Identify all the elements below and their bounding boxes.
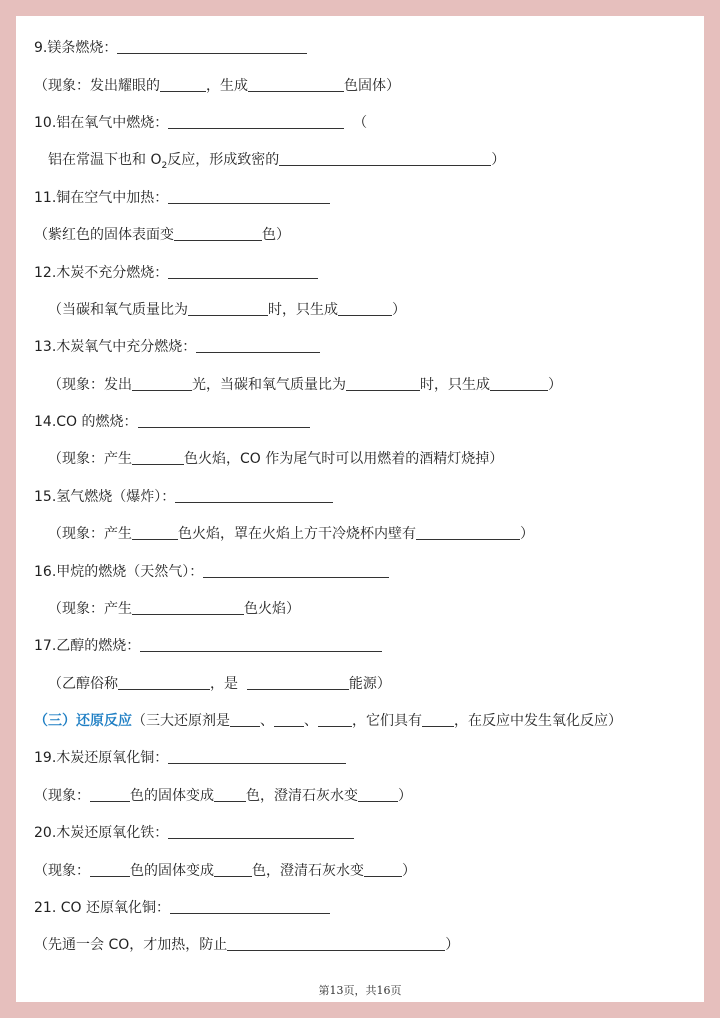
text: ，是 — [210, 676, 238, 692]
text: ） — [402, 863, 416, 879]
text: 10.铝在氧气中燃烧： — [34, 115, 169, 131]
text: 铝在常温下也和 O — [48, 152, 162, 168]
answer-blank[interactable] — [132, 525, 178, 540]
text: ） — [520, 526, 534, 542]
text: （现象： — [34, 788, 90, 804]
text: ，在反应中发生氧化反应） — [454, 713, 622, 729]
text: 15.氢气燃烧（爆炸）： — [34, 489, 176, 505]
text: 时，只生成 — [420, 377, 490, 393]
text: （紫红色的固体表面变 — [34, 227, 174, 243]
item-11 — [34, 188, 330, 208]
text: 能源） — [348, 676, 391, 692]
answer-blank[interactable] — [274, 712, 304, 727]
text: 色，澄清石灰水变 — [252, 863, 364, 879]
answer-blank[interactable] — [174, 226, 262, 241]
item-9-phenomenon — [34, 76, 400, 96]
item-13-phenomenon — [48, 375, 562, 395]
answer-blank[interactable] — [248, 77, 344, 92]
answer-blank[interactable] — [416, 525, 520, 540]
text: 色） — [262, 227, 290, 243]
text: 11.铜在空气中加热： — [34, 190, 169, 206]
text: （现象：产生 — [48, 451, 132, 467]
text: ） — [398, 788, 412, 804]
text: 色火焰，罩在火焰上方干冷烧杯内壁有 — [178, 526, 416, 542]
answer-blank[interactable] — [279, 151, 491, 166]
text: 12.木炭不充分燃烧： — [34, 265, 169, 281]
section-reduction — [34, 711, 622, 731]
item-15-phenomenon — [48, 524, 534, 544]
answer-blank[interactable] — [196, 338, 320, 353]
text: 、 — [304, 713, 318, 729]
answer-blank[interactable] — [227, 936, 445, 951]
answer-blank[interactable] — [346, 376, 420, 391]
item-21-note — [34, 935, 459, 955]
answer-blank[interactable] — [338, 301, 392, 316]
text: ） — [392, 302, 406, 318]
item-11-note — [34, 225, 290, 245]
answer-blank[interactable] — [422, 712, 454, 727]
answer-blank[interactable] — [168, 749, 346, 764]
text: 13.木炭氧气中充分燃烧： — [34, 339, 197, 355]
item-19 — [34, 748, 346, 768]
text: （先通一会 CO，才加热，防止 — [34, 937, 228, 953]
answer-blank[interactable] — [170, 899, 330, 914]
answer-blank[interactable] — [117, 39, 307, 54]
answer-blank[interactable] — [168, 264, 318, 279]
answer-blank[interactable] — [188, 301, 268, 316]
text: 色，澄清石灰水变 — [246, 788, 358, 804]
answer-blank[interactable] — [247, 675, 349, 690]
answer-blank[interactable] — [132, 450, 184, 465]
item-16 — [34, 562, 389, 582]
item-12-note — [48, 300, 406, 320]
item-15 — [34, 487, 333, 507]
text: 14.CO 的燃烧： — [34, 414, 138, 430]
text: （现象： — [34, 863, 90, 879]
answer-blank[interactable] — [175, 488, 333, 503]
text: 、 — [260, 713, 274, 729]
item-14 — [34, 412, 310, 432]
text: 19.木炭还原氧化铜： — [34, 750, 169, 766]
answer-blank[interactable] — [168, 114, 344, 129]
answer-blank[interactable] — [230, 712, 260, 727]
answer-blank[interactable] — [203, 563, 389, 578]
item-13 — [34, 337, 320, 357]
answer-blank[interactable] — [168, 824, 354, 839]
item-17 — [34, 636, 382, 656]
answer-blank[interactable] — [90, 787, 130, 802]
text: ） — [491, 152, 506, 168]
answer-blank[interactable] — [214, 862, 252, 877]
answer-blank[interactable] — [168, 189, 330, 204]
text: ，生成 — [206, 78, 248, 94]
item-10 — [34, 113, 367, 133]
text: ） — [548, 377, 562, 393]
subscript: 2 — [161, 160, 168, 171]
answer-blank[interactable] — [490, 376, 548, 391]
text: 光，当碳和氧气质量比为 — [192, 377, 346, 393]
item-19-phenomenon — [34, 786, 412, 806]
item-9 — [34, 38, 307, 58]
text: 17.乙醇的燃烧： — [34, 638, 141, 654]
item-17-note — [48, 674, 391, 694]
text: （ — [353, 115, 368, 131]
text: （现象：产生 — [48, 601, 132, 617]
worksheet-page — [16, 16, 704, 1002]
text: （现象：发出 — [48, 377, 132, 393]
answer-blank[interactable] — [132, 376, 192, 391]
item-20 — [34, 823, 354, 843]
text: 20.木炭还原氧化铁： — [34, 825, 169, 841]
answer-blank[interactable] — [214, 787, 246, 802]
answer-blank[interactable] — [118, 675, 210, 690]
text: ） — [445, 937, 460, 953]
text: 16.甲烷的燃烧（天然气）： — [34, 564, 204, 580]
answer-blank[interactable] — [318, 712, 352, 727]
answer-blank[interactable] — [132, 600, 244, 615]
answer-blank[interactable] — [358, 787, 398, 802]
item-10-note — [48, 150, 505, 176]
answer-blank[interactable] — [160, 77, 206, 92]
text: ，它们具有 — [352, 713, 422, 729]
item-16-phenomenon — [48, 599, 300, 619]
text: （当碳和氧气质量比为 — [48, 302, 188, 318]
answer-blank[interactable] — [364, 862, 402, 877]
text: 时，只生成 — [268, 302, 338, 318]
item-9-label: 9.镁条燃烧： — [34, 40, 118, 56]
text: 色的固体变成 — [130, 788, 214, 804]
text: 色的固体变成 — [130, 863, 214, 879]
text: （三大还原剂是 — [132, 713, 230, 729]
text: （乙醇俗称 — [48, 676, 118, 692]
text: 色固体） — [344, 78, 400, 94]
text: （现象：发出耀眼的 — [34, 78, 160, 94]
page-footer: 第13页，共16页 — [318, 984, 402, 997]
answer-blank[interactable] — [138, 413, 310, 428]
item-14-phenomenon — [48, 449, 503, 469]
answer-blank[interactable] — [140, 637, 382, 652]
item-20-phenomenon — [34, 861, 416, 881]
text: 21. CO 还原氧化铜： — [34, 900, 170, 916]
section-title: （三）还原反应 — [34, 713, 132, 729]
item-12 — [34, 263, 318, 283]
text: 反应，形成致密的 — [167, 152, 280, 168]
text: 色火焰） — [244, 601, 300, 617]
text: 色火焰，CO 作为尾气时可以用燃着的酒精灯烧掉） — [184, 451, 504, 467]
text: （现象：产生 — [48, 526, 132, 542]
answer-blank[interactable] — [90, 862, 130, 877]
item-21 — [34, 898, 330, 918]
